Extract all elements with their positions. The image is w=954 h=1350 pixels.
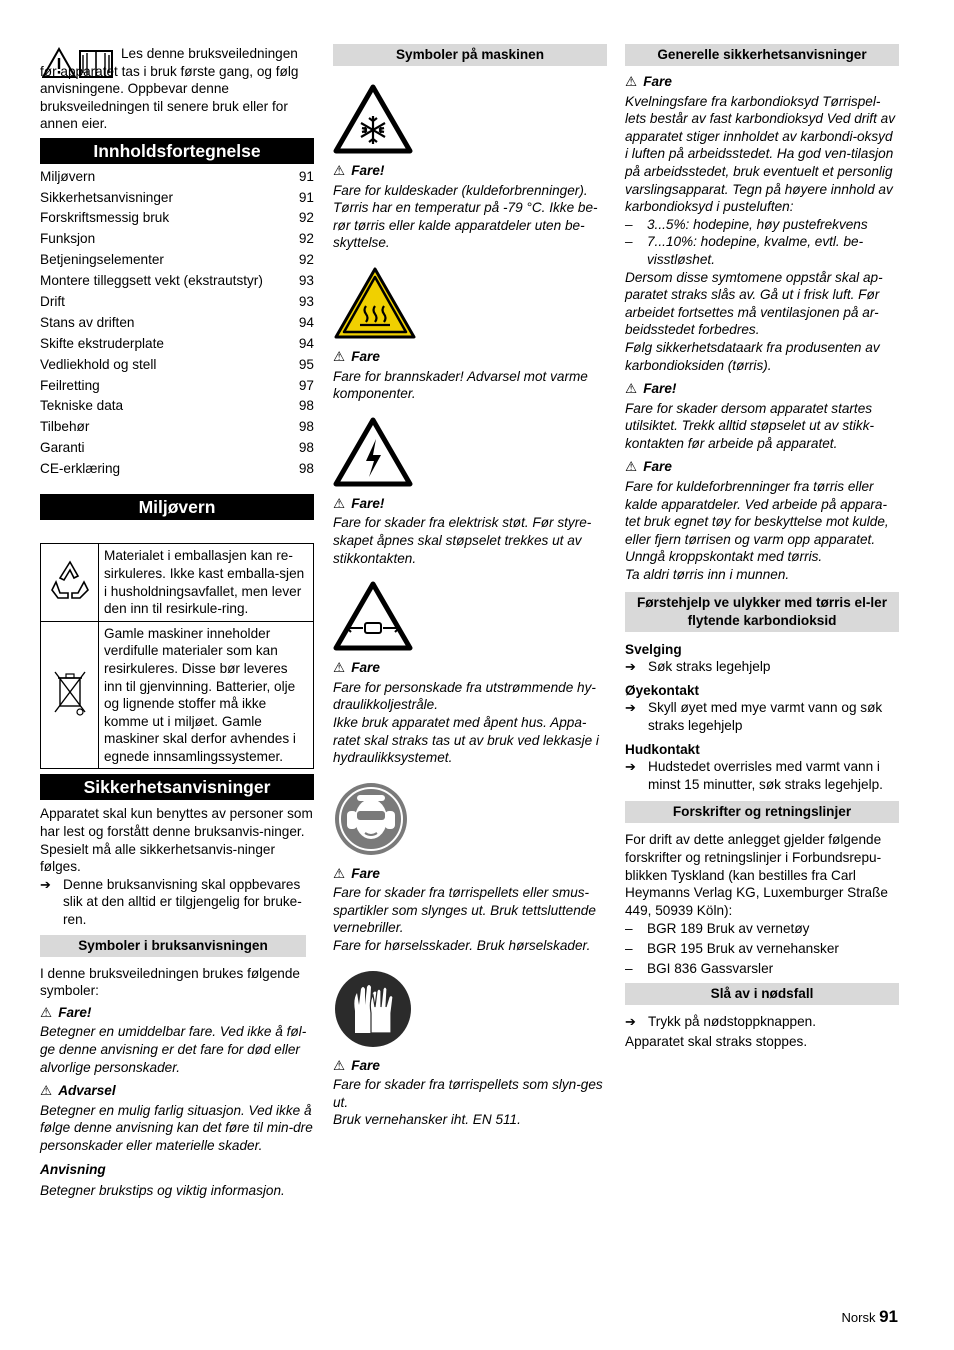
regs-heading: Forskrifter og retningslinjer xyxy=(625,801,899,823)
weee-text: Gamle maskiner inneholder verdifulle materialer som kan resirkuleres. Disse bør leveres inn til gjenvinning. Batterier, olje og lignende stoffer må ikke komme ut i miljøet. Gamle maskiner skal derfor avhendes i egnede innsamlingssystemer. xyxy=(99,621,314,769)
toc-title: Innholdsfortegnelse xyxy=(40,138,314,164)
w6-text1: Fare for skader fra tørrispellets som slyn-ges ut. xyxy=(333,1077,603,1110)
toc-page: 98 xyxy=(298,419,314,435)
toc-row xyxy=(40,229,314,250)
w2-text: Fare for brannskader! Advarsel mot varme komponenter. xyxy=(333,368,588,402)
toc-row xyxy=(40,396,314,417)
page-footer xyxy=(842,1308,899,1327)
footer-language: Norsk xyxy=(841,1310,876,1325)
toc-page: 98 xyxy=(298,461,314,477)
toc-row xyxy=(40,166,314,187)
emergency-text: Apparatet skal straks stoppes. xyxy=(625,1033,808,1049)
toc-row xyxy=(40,417,314,438)
w3-text: Fare for skader fra elektrisk støt. Før styre-skapet åpnes skal støpselet trekkes ut av stikkontakten. xyxy=(333,515,592,566)
g1-text: Kvelningsfare fra karbondioksyd Tørrispel-lets består av fast karbondioksyd Ved drift av apparatet stiger innholdet av karbondi-oksyd i luften på arbeidsstedet. Ha god ven-tilasjon på arbeidsstedet, bruk eventuelt et personlig varslingsapparat. Tegn på høyere innhold av karbondioksyd i pusteluften: xyxy=(625,93,895,215)
warning-triangle-icon: ⚠ xyxy=(333,1057,346,1073)
column-left xyxy=(40,44,314,1200)
g3-text: Fare for kuldeforbrenninger fra tørris eller kalde apparatdeler. Ved arbeide på appara-tet bruk egnet tøy for beskyttelse mot kulde, eller fjern tørrisen og varm opp apparatet. Unngå kroppskontakt med tørris. xyxy=(625,479,889,565)
advarsel-label: ⚠ Advarsel xyxy=(40,1083,116,1099)
warning-triangle-icon: ⚠ xyxy=(625,74,638,89)
toc-label: Skifte ekstruderplate xyxy=(40,335,164,351)
firstaid-s2: Øyekontakt xyxy=(625,682,700,698)
intro-text: Les denne bruksveiledningen før apparatet tas i bruk første gang, og følg anvisningene. Oppbevar denne bruksveiledningen til senere bruk eller for annen eier. xyxy=(40,46,299,132)
warning-triangle-icon: ⚠ xyxy=(625,381,638,397)
toc-label: Drift xyxy=(40,293,65,309)
arrow-icon: ➔ xyxy=(625,659,636,675)
w5-text1: Fare for skader fra tørrispellets eller smus-spartikler som slynges ut. Bruk tettsluttende vernebriller. xyxy=(333,885,596,936)
g1-dash-1: – 3...5%: hodepine, høy pustefrekvens xyxy=(625,216,868,232)
toc-label: Stans av driften xyxy=(40,314,135,330)
firstaid-s3-item: ➔ Hudstedet overrisles med varmt vann i minst 15 minutter, søk straks legehjelp. xyxy=(625,759,883,792)
column-right xyxy=(625,44,899,1050)
toc-page: 91 xyxy=(298,189,314,205)
warning-triangle-icon: ⚠ xyxy=(333,163,346,178)
firstaid-s1: Svelging xyxy=(625,641,682,657)
warning-triangle-icon: ⚠ xyxy=(333,495,346,511)
fare-label: ⚠ Fare! xyxy=(40,1004,92,1020)
g2-text: Fare for skader dersom apparatet startes utilsiktet. Trekk alltid støpselet ut av stikk-kontakten før arbeide på apparatet. xyxy=(625,400,875,451)
weee-bin-icon xyxy=(52,668,88,718)
g1-dash-2: – 7...10%: hodepine, kvalme, evtl. be-visstløshet. xyxy=(625,234,864,267)
emergency-item: ➔ Trykk på nødstoppknappen. xyxy=(625,1014,817,1030)
goggles-earmuffs-icon xyxy=(333,781,409,857)
firstaid-s1-item: ➔ Søk straks legehjelp xyxy=(625,659,771,675)
safety-arrow-item: ➔ Denne bruksanvisning skal oppbevares slik at den alltid er tilgjengelig for bruke-ren. xyxy=(40,876,302,928)
toc-row xyxy=(40,291,314,312)
warning-triangle-icon: ⚠ xyxy=(40,1083,53,1099)
hydraulic-jet-icon xyxy=(333,581,413,651)
g3-text2: Ta aldri tørris inn i munnen. xyxy=(625,567,790,583)
anvisning-text: Betegner brukstips og viktig informasjon. xyxy=(40,1183,285,1199)
cold-warning-icon xyxy=(333,84,413,154)
toc-label: Miljøvern xyxy=(40,168,96,184)
toc-row xyxy=(40,250,314,271)
arrow-icon: ➔ xyxy=(625,700,636,716)
regs-text: For drift av dette anlegget gjelder følgende forskrifter og retningslinjer i Forbundsrepu-blikken Tyskland (kan bestilles fra Carl Heymanns Verlag KG, Luxemburger Straße 449, 50939 Köln): xyxy=(625,832,888,918)
regs-item: – BGI 836 Gassvarsler xyxy=(625,960,774,976)
toc-label: CE-erklæring xyxy=(40,461,121,477)
w6-text2: Bruk vernehansker iht. EN 511. xyxy=(333,1112,521,1128)
env-title: Miljøvern xyxy=(40,494,314,520)
w6-label: ⚠ Fare xyxy=(333,1057,380,1073)
toc-page: 93 xyxy=(298,293,314,309)
warning-triangle-icon: ⚠ xyxy=(333,660,346,676)
w1-label: ⚠ Fare! xyxy=(333,163,385,178)
arrow-icon: ➔ xyxy=(625,1014,636,1030)
toc-row xyxy=(40,375,314,396)
machine-symbols-heading: Symboler på maskinen xyxy=(333,44,607,66)
recycle-icon xyxy=(47,557,93,603)
column-middle xyxy=(333,44,607,1129)
w5-text2: Fare for hørselsskader. Bruk hørselskader. xyxy=(333,938,591,954)
w4-text1: Fare for personskade fra utstrømmende hy-draulikkoljestråle. xyxy=(333,679,596,713)
toc-page: 93 xyxy=(298,273,314,289)
g1-text3: Følg sikkerhetsdataark fra produsenten av karbondioksiden (tørris). xyxy=(625,339,880,373)
w2-label: ⚠ Fare xyxy=(333,348,380,364)
arrow-icon: ➔ xyxy=(40,876,51,892)
firstaid-heading: Førstehjelp ve ulykker med tørris el-ler flytende karbondioksid xyxy=(625,592,899,632)
g2-label: ⚠ Fare! xyxy=(625,381,677,397)
toc-page: 92 xyxy=(298,231,314,247)
toc-row xyxy=(40,458,314,479)
toc-row xyxy=(40,312,314,333)
arrow-icon: ➔ xyxy=(625,759,636,775)
w3-label: ⚠ Fare! xyxy=(333,495,385,511)
toc-label: Tilbehør xyxy=(40,419,90,435)
electric-shock-icon xyxy=(333,417,413,487)
toc-label: Tekniske data xyxy=(40,398,124,414)
toc-page: 98 xyxy=(298,440,314,456)
toc-label: Montere tilleggsett vekt (ekstrautstyr) xyxy=(40,273,263,289)
toc-label: Vedliekhold og stell xyxy=(40,356,157,372)
symbols-intro: I denne bruksveiledningen brukes følgende symboler: xyxy=(40,965,300,999)
gloves-icon xyxy=(333,969,413,1049)
w4-label: ⚠ Fare xyxy=(333,660,380,676)
toc-label: Funksjon xyxy=(40,231,96,247)
toc-row xyxy=(40,208,314,229)
fare-text: Betegner en umiddelbar fare. Ved ikke å føl-ge denne anvisning er det fare for død eller alvorlige personskader. xyxy=(40,1024,307,1075)
regs-item: – BGR 195 Bruk av vernehansker xyxy=(625,940,839,956)
g3-label: ⚠ Fare xyxy=(625,459,672,475)
safety-text: Apparatet skal kun benyttes av personer som har lest og forstått denne bruksanvis-ninger. Spesielt må alle sikkerhetsanvis-ninger følges. xyxy=(40,806,313,875)
toc-row xyxy=(40,187,314,208)
toc-page: 94 xyxy=(298,335,314,351)
w4-text2: Ikke bruk apparatet med åpent hus. Appa-ratet skal straks tas ut av bruk ved lekkasje i hydraulikksystemet. xyxy=(333,714,599,766)
safety-title: Sikkerhetsanvisninger xyxy=(40,774,314,800)
toc-page: 92 xyxy=(298,210,314,226)
toc-label: Forskriftsmessig bruk xyxy=(40,210,170,226)
general-safety-heading: Generelle sikkerhetsanvisninger xyxy=(625,44,899,66)
warning-triangle-icon: ⚠ xyxy=(40,1004,53,1020)
anvisning-label: Anvisning xyxy=(40,1161,106,1177)
w1-text: Fare for kuldeskader (kuldeforbrenninger). Tørris har en temperatur på -79 °C. Ikke be-rør tørris eller kalde apparatdeler uten be-skyttelse. xyxy=(333,182,598,251)
toc-row xyxy=(40,438,314,459)
toc-label: Sikkerhetsanvisninger xyxy=(40,189,173,205)
advarsel-text: Betegner en mulig farlig situasjon. Ved ikke å følge denne anvisning kan det føre til min-dre personskader eller materielle skader. xyxy=(40,1102,313,1153)
intro-block xyxy=(40,44,314,136)
page-number: 91 xyxy=(879,1307,898,1326)
toc-list xyxy=(40,166,314,479)
symbols-heading: Symboler i bruksanvisningen xyxy=(40,935,306,957)
firstaid-s2-item: ➔ Skyll øyet med mye varmt vann og søk straks legehjelp xyxy=(625,700,883,733)
recycle-text: Materialet i emballasjen kan re-sirkuleres. Ikke kast emballa-sjen i husholdningsavfallet, men lever den inn til resirkule-ring. xyxy=(99,544,314,621)
g1-label: ⚠ Fare xyxy=(625,74,672,89)
emergency-heading: Slå av i nødsfall xyxy=(625,983,899,1005)
toc-row xyxy=(40,270,314,291)
w5-label: ⚠ Fare xyxy=(333,865,380,881)
hot-surface-icon xyxy=(333,266,417,340)
warning-triangle-icon: ⚠ xyxy=(333,865,346,881)
toc-page: 97 xyxy=(298,377,314,393)
regs-item: – BGR 189 Bruk av vernetøy xyxy=(625,921,810,937)
toc-page: 98 xyxy=(298,398,314,414)
warning-triangle-icon: ⚠ xyxy=(333,348,346,364)
toc-page: 91 xyxy=(298,168,314,184)
toc-page: 95 xyxy=(298,356,314,372)
toc-label: Garanti xyxy=(40,440,85,456)
env-table xyxy=(40,543,314,769)
toc-row xyxy=(40,333,314,354)
toc-page: 94 xyxy=(298,314,314,330)
warning-triangle-icon: ⚠ xyxy=(625,459,638,475)
toc-label: Betjeningselementer xyxy=(40,252,164,268)
g1-text2: Dersom disse symtomene oppstår skal ap-paratet straks slås av. Gå ut i frisk luft. Før arbeidet fortsettes må ventilasjonen på ar-beidsstedet forbedres. xyxy=(625,269,883,338)
toc-page: 92 xyxy=(298,252,314,268)
toc-row xyxy=(40,354,314,375)
firstaid-s3: Hudkontakt xyxy=(625,741,700,757)
toc-label: Feilretting xyxy=(40,377,100,393)
